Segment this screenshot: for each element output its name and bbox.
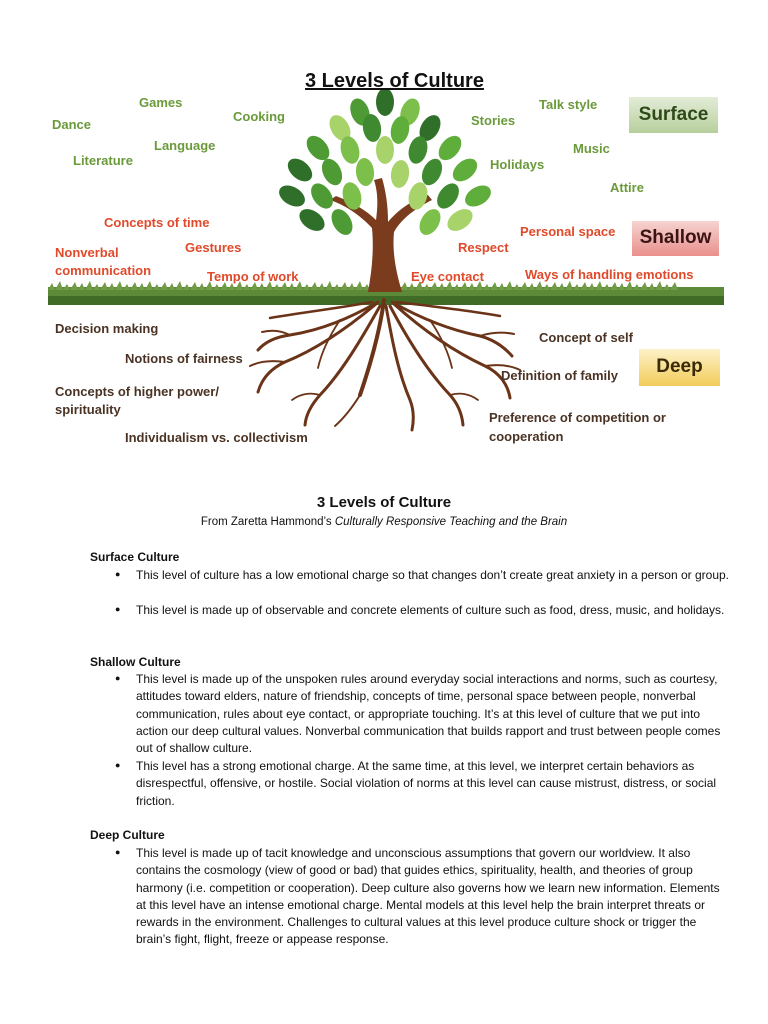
leaf	[283, 154, 316, 186]
badge-shallow: Shallow	[639, 227, 712, 248]
badge-surface: Surface	[638, 104, 709, 125]
surface-word: Attire	[610, 180, 644, 195]
surface-word: Music	[573, 141, 610, 156]
leaf	[340, 180, 365, 212]
leaf	[443, 205, 476, 236]
section-heading-shallow: Shallow Culture	[90, 655, 181, 669]
leaf	[295, 205, 328, 236]
bullet-text: This level of culture has a low emotional charge so that changes don’t create great anxiety in a person or group.	[136, 568, 730, 582]
bullet-marker: ●	[115, 569, 121, 579]
shallow-word: Concepts of time	[104, 215, 210, 230]
surface-word: Talk style	[539, 97, 598, 112]
leaf	[355, 157, 375, 186]
shallow-word: Nonverbal communication	[55, 245, 152, 278]
shallow-word: Tempo of work	[207, 269, 299, 284]
book-title: Culturally Responsive Teaching and the Brain	[334, 516, 568, 528]
bullet-text: This level is made up of the unspoken rules around everyday social interactions and norms, such as courtesy, attitudes toward elders, nature of friendship, concepts of time, personal space between people, nonverbal communication, rules about eye contact, or appropriate touching. It’s at this level of culture that we put into action our deep cultural values. Nonverbal communication that builds rapport and trust between people comes out of shallow culture.	[136, 672, 721, 756]
deep-word: Concept of self	[539, 330, 633, 345]
leaf	[461, 181, 494, 211]
surface-word: Language	[154, 138, 216, 153]
document-title: 3 Levels of Culture	[316, 494, 452, 511]
document-subtitle	[0, 516, 768, 528]
bullet-marker: ●	[115, 847, 121, 857]
surface-word: Holidays	[490, 157, 545, 172]
leaf	[434, 131, 466, 164]
leaf	[275, 181, 308, 211]
leaf	[415, 205, 445, 238]
surface-word: Games	[139, 95, 183, 110]
leaf	[318, 156, 346, 189]
bullet-marker: ●	[115, 604, 121, 614]
surface-word: Dance	[52, 117, 92, 132]
shallow-word: Ways of handling emotions	[525, 267, 694, 282]
deep-word: Notions of fairness	[125, 351, 243, 366]
shallow-word: Gestures	[185, 240, 242, 255]
section-heading-deep: Deep Culture	[90, 828, 165, 842]
deep-word: Definition of family	[501, 368, 618, 383]
bullet-text: This level is made up of tacit knowledge and unconscious assumptions that govern our worldview. It also contains the cosmology (view of good or bad) that guides ethics, spirituality, health, and theories of group harmony (i.e. competition or cooperation). Deep culture also governs how we learn new information. Elements at this level have an intense emotional charge. Mental models at this level help the brain interpret threats or rewards in the environment. Challenges to cultural values at this level produce culture shock or trigger the brain’s fight, flight, freeze or appease response.	[136, 846, 720, 947]
subtitle-prefix: From Zaretta Hammond’s	[200, 516, 335, 528]
leaf	[376, 136, 394, 164]
tree-roots	[250, 300, 520, 430]
surface-word: Literature	[73, 153, 133, 168]
deep-word: Concepts of higher power/ spirituality	[55, 384, 219, 417]
bullet-text: This level has a strong emotional charge. At the same time, at this level, we interpret certain behaviors as disrespectful, offensive, or hostile. Social violation of norms at this level can cause mistrust, distress, or social friction.	[136, 759, 717, 808]
shallow-word: Personal space	[520, 224, 616, 239]
bullet-text: This level is made up of observable and concrete elements of culture such as food, dress, music, and holidays.	[136, 603, 725, 617]
leaf	[448, 154, 481, 186]
leaf	[389, 159, 411, 189]
shallow-word: Respect	[458, 240, 509, 255]
leaf	[433, 179, 464, 212]
bullet-marker: ●	[115, 673, 121, 683]
shallow-word: Eye contact	[411, 269, 484, 284]
figure-title: 3 Levels of Culture	[305, 70, 484, 92]
deep-word: Decision making	[55, 321, 159, 336]
surface-word: Cooking	[233, 109, 285, 124]
deep-word: Preference of competition or cooperation	[489, 410, 666, 444]
surface-word: Stories	[471, 113, 516, 128]
section-heading-surface: Surface Culture	[90, 550, 180, 564]
deep-word: Individualism vs. collectivism	[125, 430, 308, 445]
badge-deep: Deep	[656, 356, 703, 377]
bullet-marker: ●	[115, 760, 121, 770]
